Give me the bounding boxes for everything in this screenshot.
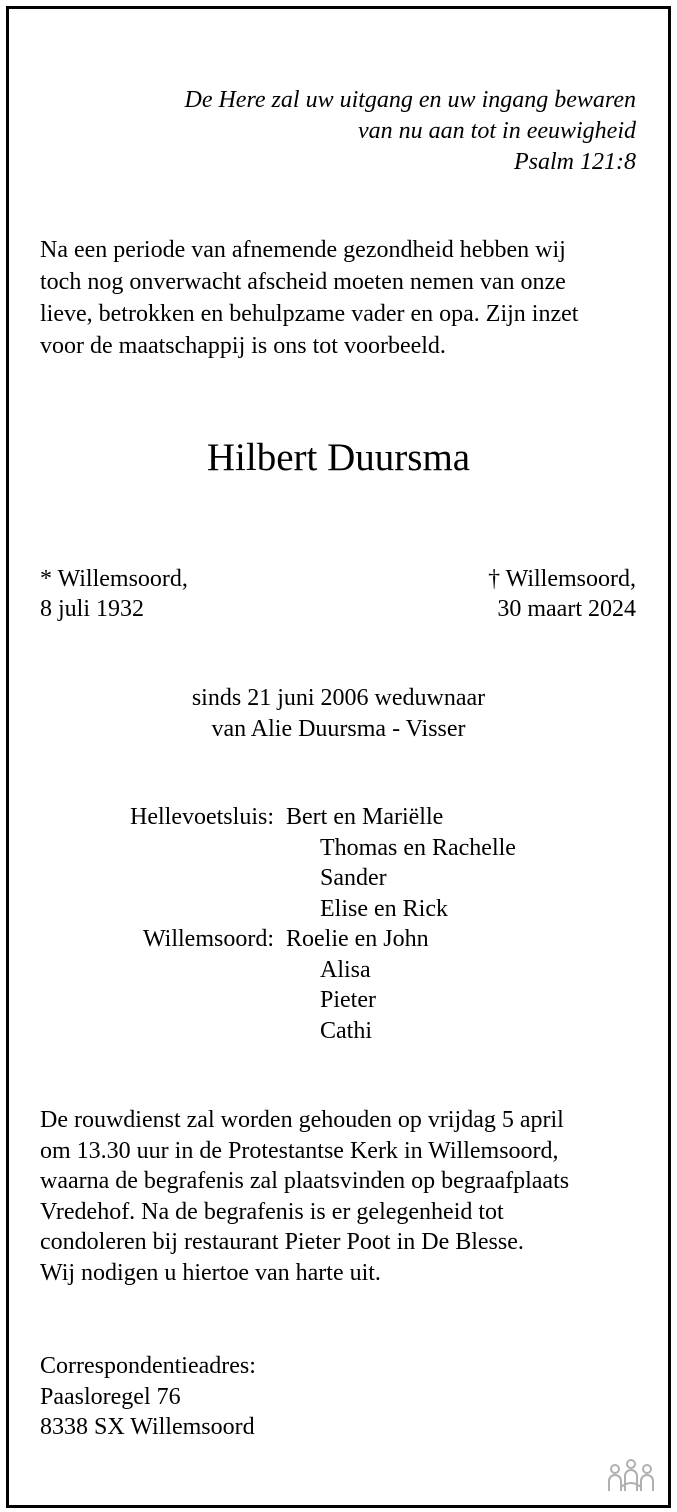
verse-reference: Psalm 121:8 — [514, 149, 636, 175]
address-city: 8338 SX Willemsoord — [40, 1414, 255, 1440]
widower-line: van Alie Duursma - Visser — [211, 716, 466, 742]
verse-line: De Here zal uw uitgang en uw ingang bewaren — [184, 87, 636, 113]
birth-place: * Willemsoord, — [40, 566, 188, 592]
verse-line: van nu aan tot in eeuwigheid — [358, 118, 636, 144]
family-location — [9, 833, 286, 864]
family-row — [9, 1016, 609, 1047]
death-info — [488, 564, 636, 624]
family-row — [9, 863, 609, 894]
grandchild-name: Sander — [320, 865, 387, 891]
birth-date: 8 juli 1932 — [40, 596, 145, 622]
widower-line: sinds 21 juni 2006 weduwnaar — [191, 685, 486, 711]
death-date: 30 maart 2024 — [497, 596, 636, 622]
service-line: De rouwdienst zal worden gehouden op vrijdag 5 april — [40, 1107, 564, 1133]
service-info — [40, 1105, 650, 1288]
address-street: Paasloregel 76 — [40, 1383, 181, 1410]
widower-note — [9, 683, 668, 745]
service-line: Wij nodigen u hiertoe van harte uit. — [40, 1259, 381, 1286]
family-location — [9, 863, 286, 894]
family-location — [9, 985, 286, 1016]
service-line: condoleren bij restaurant Pieter Poot in De Blesse. — [40, 1229, 524, 1255]
grandchild-name: Alisa — [320, 956, 371, 983]
family-row — [9, 924, 609, 955]
grandchild-name: Cathi — [320, 1017, 372, 1044]
family-row — [9, 833, 609, 864]
grandchild-name: Thomas en Rachelle — [320, 834, 516, 861]
address-heading: Correspondentieadres: — [40, 1353, 256, 1379]
intro-line: toch nog onverwacht afscheid moeten nemen van onze — [40, 269, 566, 295]
service-line: Vredehof. Na de begrafenis is er gelegenheid tot — [40, 1198, 504, 1225]
family-location — [9, 894, 286, 925]
child-name: Roelie en John — [286, 926, 429, 952]
intro-line: voor de maatschappij is ons tot voorbeeld. — [40, 333, 446, 359]
obituary-card — [6, 6, 671, 1508]
service-line: om 13.30 uur in de Protestantse Kerk in Willemsoord, — [40, 1137, 559, 1164]
family-location — [9, 955, 286, 986]
birth-info — [40, 564, 188, 624]
intro-line: Na een periode van afnemende gezondheid hebben wij — [40, 237, 566, 263]
intro-line: lieve, betrokken en behulpzame vader en opa. Zijn inzet — [40, 301, 579, 327]
family-location: Hellevoetsluis: — [130, 804, 274, 830]
family-list — [9, 802, 609, 1046]
people-group-icon — [606, 1457, 656, 1497]
family-row — [9, 802, 609, 833]
deceased-name: Hilbert Duursma — [206, 436, 471, 479]
death-place: † Willemsoord, — [488, 566, 636, 592]
service-line: waarna de begrafenis zal plaatsvinden op begraafplaats — [40, 1168, 570, 1194]
correspondence-address — [40, 1351, 256, 1443]
family-location — [9, 1016, 286, 1047]
intro-text — [40, 234, 640, 362]
family-row — [9, 955, 609, 986]
grandchild-name: Pieter — [320, 987, 376, 1013]
child-name: Bert en Mariëlle — [286, 804, 444, 830]
family-location: Willemsoord: — [142, 926, 274, 952]
family-row — [9, 985, 609, 1016]
bible-verse — [184, 85, 636, 178]
grandchild-name: Elise en Rick — [320, 895, 448, 922]
family-row — [9, 894, 609, 925]
